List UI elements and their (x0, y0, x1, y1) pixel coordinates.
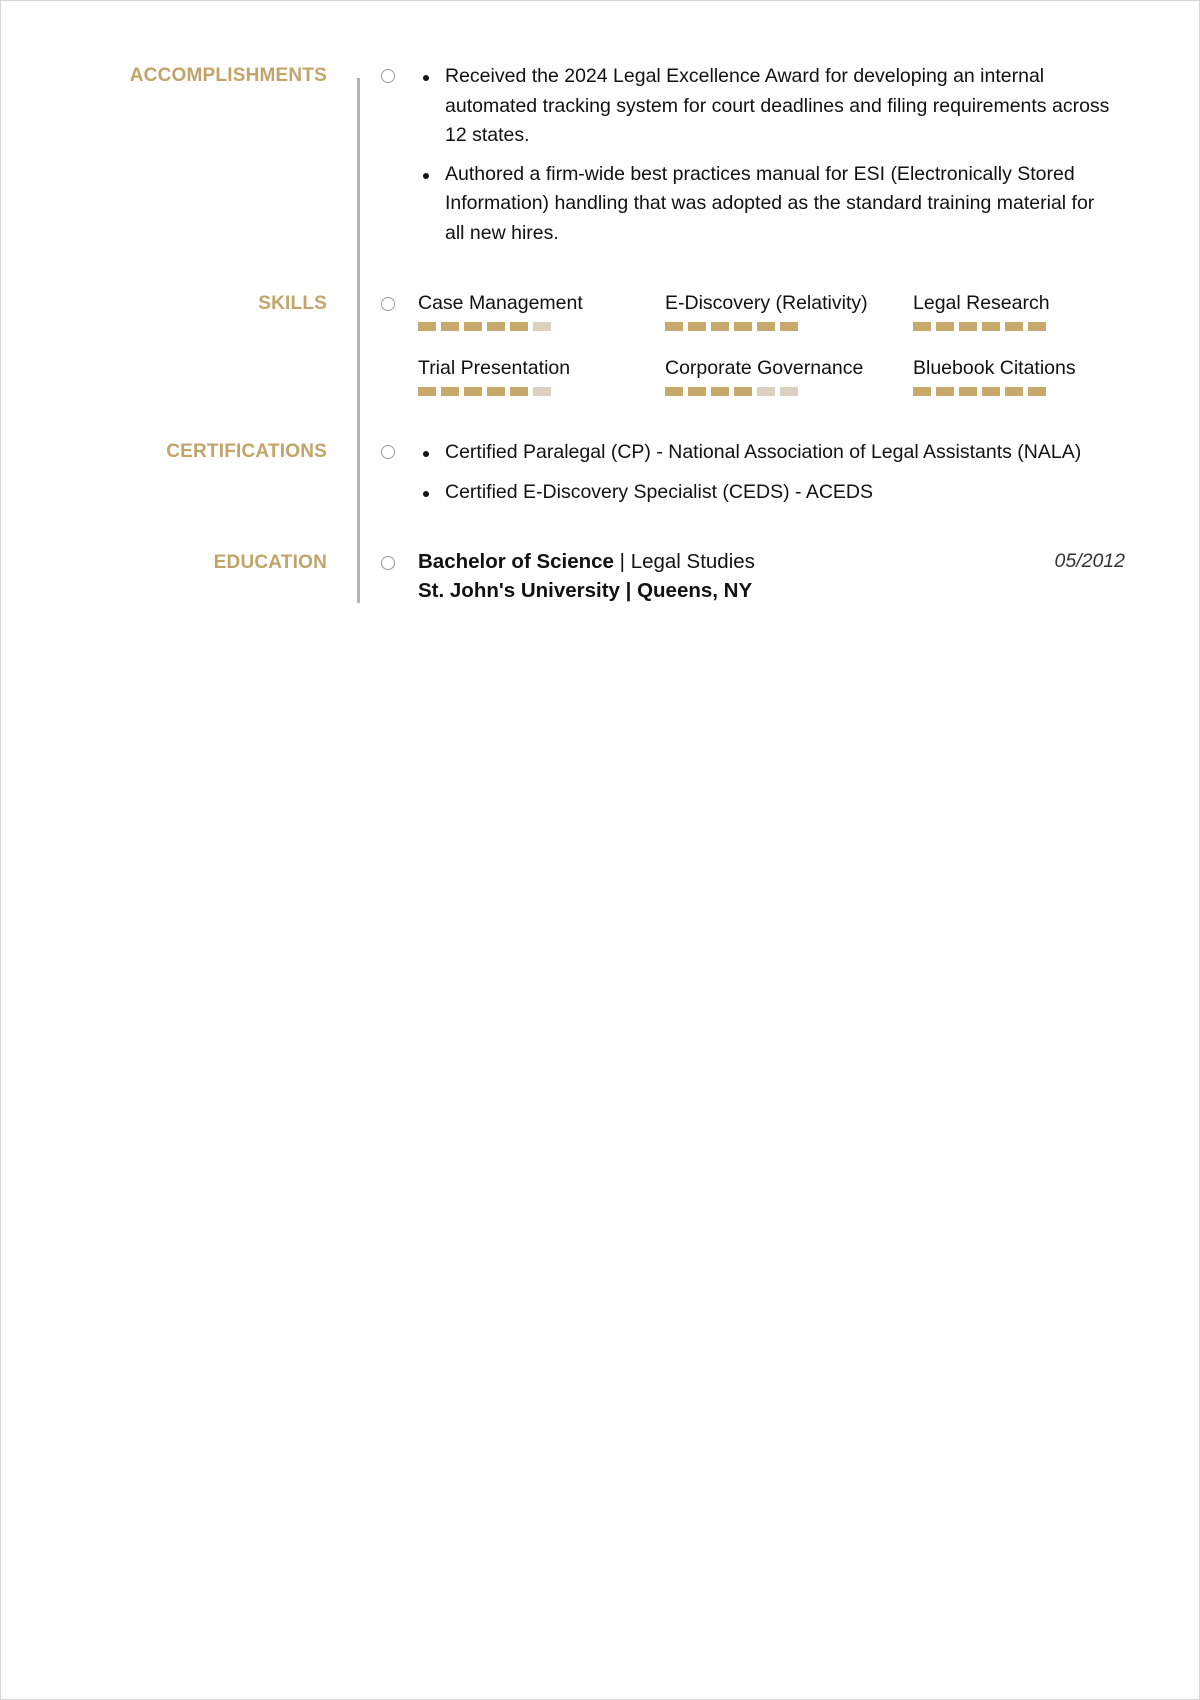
skill-name: E-Discovery (Relativity) (665, 292, 868, 314)
education-degree: Bachelor of Science (418, 550, 614, 573)
skill-level-segment-filled (1005, 387, 1023, 396)
skill-item (418, 291, 658, 331)
accomplishment-item: Authored a firm-wide best practices manual for ESI (Electronically Stored Information) handling that was adopted as the standard training material for all new hires. (418, 160, 1118, 249)
timeline-line (357, 78, 360, 603)
skill-level-segment-filled (487, 387, 505, 396)
skill-level-bar (913, 322, 1153, 331)
skill-level-segment-filled (913, 387, 931, 396)
skill-item (913, 291, 1153, 331)
skill-level-bar (665, 387, 905, 396)
skill-level-segment-filled (418, 387, 436, 396)
skill-level-segment-filled (464, 322, 482, 331)
skills-timeline-node (381, 297, 395, 311)
accomplishments-list (418, 62, 1118, 248)
education-school: St. John's University | Queens, NY (418, 579, 753, 602)
skill-level-segment-empty (780, 387, 798, 396)
skill-item (418, 356, 658, 396)
skill-level-bar (418, 322, 658, 331)
skill-level-segment-filled (959, 322, 977, 331)
skill-level-segment-filled (510, 387, 528, 396)
skill-level-segment-empty (533, 387, 551, 396)
education-separator: | (613, 550, 631, 573)
skill-level-segment-filled (665, 322, 683, 331)
education-title: EDUCATION (213, 552, 327, 573)
skill-level-segment-filled (936, 322, 954, 331)
skill-name: Legal Research (913, 292, 1050, 314)
certification-item: Certified Paralegal (CP) - National Association of Legal Assistants (NALA) (418, 438, 1118, 468)
certifications-timeline-node (381, 445, 395, 459)
skill-level-segment-filled (1005, 322, 1023, 331)
skill-name: Trial Presentation (418, 357, 571, 379)
certifications-list (418, 438, 1118, 507)
accomplishment-item: Received the 2024 Legal Excellence Award for developing an internal automated tracking system for court deadlines and filing requirements across 12 states. (418, 62, 1118, 151)
education-timeline-node (381, 556, 395, 570)
skill-level-segment-filled (441, 387, 459, 396)
skill-level-segment-filled (959, 387, 977, 396)
certification-item: Certified E-Discovery Specialist (CEDS) - ACEDS (418, 478, 1118, 508)
skill-level-bar (418, 387, 658, 396)
skill-level-segment-filled (982, 387, 1000, 396)
skill-level-segment-filled (711, 322, 729, 331)
accomplishments-title: ACCOMPLISHMENTS (129, 65, 327, 86)
skill-level-segment-empty (757, 387, 775, 396)
skills-title: SKILLS (258, 293, 327, 314)
education-field: Legal Studies (630, 550, 755, 573)
certifications-title: CERTIFICATIONS (166, 441, 327, 462)
skill-level-segment-filled (688, 322, 706, 331)
skill-level-segment-filled (913, 322, 931, 331)
skill-level-segment-filled (734, 322, 752, 331)
skill-level-segment-filled (418, 322, 436, 331)
skill-level-segment-filled (510, 322, 528, 331)
accomplishments-timeline-node (381, 69, 395, 83)
skill-level-segment-filled (757, 322, 775, 331)
skill-name: Bluebook Citations (913, 357, 1076, 379)
skill-level-bar (913, 387, 1153, 396)
skill-level-segment-filled (487, 322, 505, 331)
skill-level-segment-filled (464, 387, 482, 396)
skill-name: Case Management (418, 292, 583, 314)
skill-level-segment-filled (734, 387, 752, 396)
skill-item (665, 356, 905, 396)
skill-level-segment-filled (441, 322, 459, 331)
skill-item (665, 291, 905, 331)
skill-level-segment-filled (936, 387, 954, 396)
education-date: 05/2012 (1054, 550, 1125, 572)
skill-level-segment-filled (982, 322, 1000, 331)
skill-level-segment-filled (688, 387, 706, 396)
skill-level-segment-filled (1028, 322, 1046, 331)
skill-level-segment-filled (711, 387, 729, 396)
skill-level-segment-empty (533, 322, 551, 331)
skill-level-segment-filled (1028, 387, 1046, 396)
education-degree-line (418, 549, 755, 575)
skill-level-segment-filled (665, 387, 683, 396)
skill-name: Corporate Governance (665, 357, 864, 379)
skill-level-segment-filled (780, 322, 798, 331)
skill-item (913, 356, 1153, 396)
skill-level-bar (665, 322, 905, 331)
